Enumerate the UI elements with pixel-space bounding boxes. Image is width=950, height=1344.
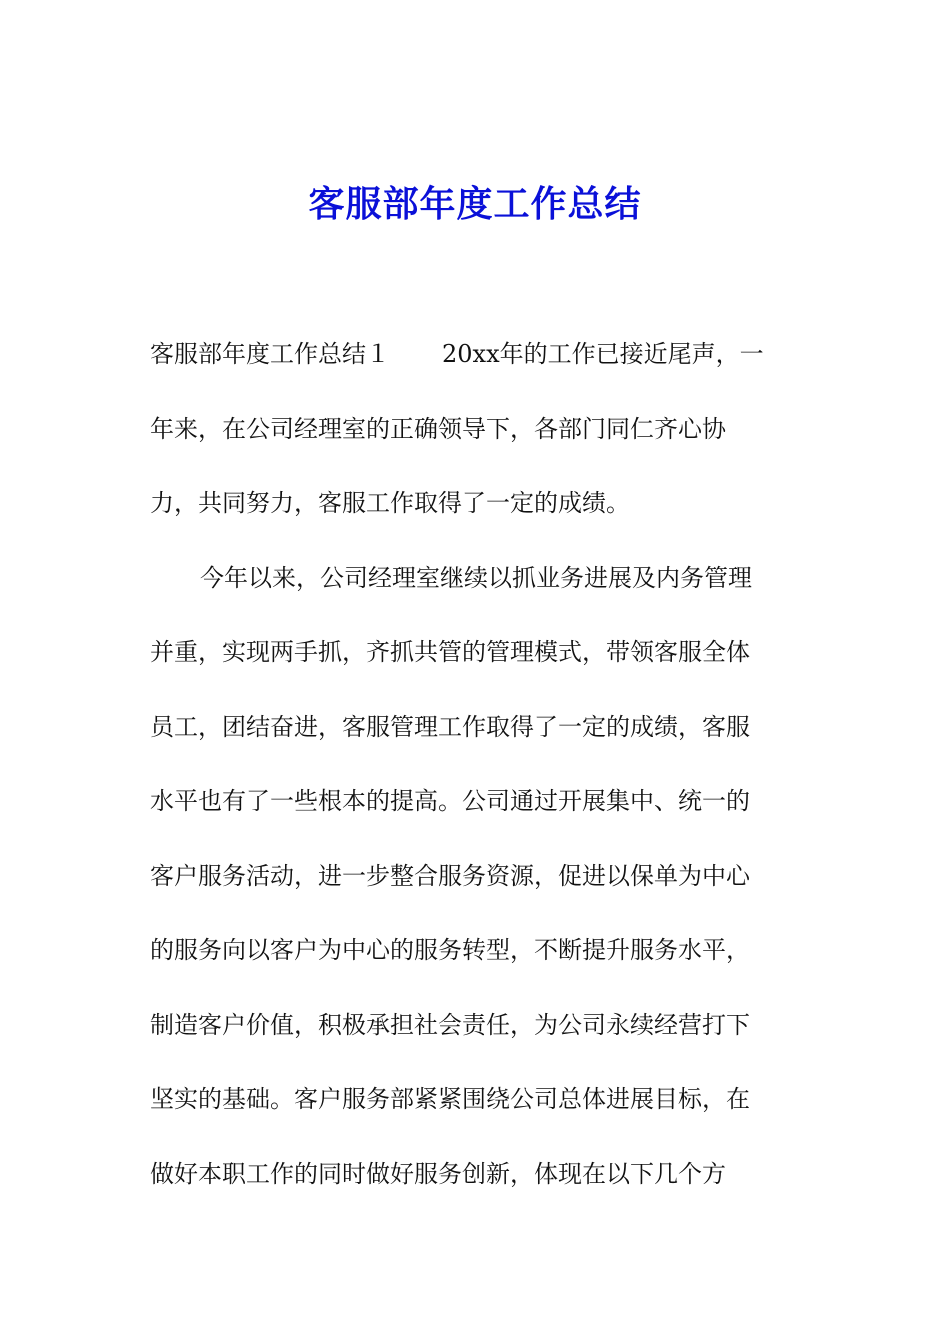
paragraph-line: 制造客户价值，积极承担社会责任，为公司永续经营打下 [150, 1010, 750, 1039]
paragraph-text: 20xx年的工作已接近尾声，一 [442, 340, 764, 368]
paragraph-line: 员工，团结奋进，客服管理工作取得了一定的成绩，客服 [150, 712, 750, 741]
paragraph-line [150, 330, 800, 405]
document-title: 客服部年度工作总结 [308, 183, 642, 225]
paragraph-line: 水平也有了一些根本的提高。公司通过开展集中、统一的 [150, 787, 750, 815]
paragraph-line: 坚实的基础。客户服务部紧紧围绕公司总体进展目标，在 [150, 1085, 750, 1113]
paragraph-line: 做好本职工作的同时做好服务创新，体现在以下几个方 [150, 1159, 726, 1188]
document-body [150, 330, 800, 1224]
paragraph-line: 客户服务活动，进一步整合服务资源，促进以保单为中心 [150, 861, 750, 890]
paragraph-line: 力，共同努力，客服工作取得了一定的成绩。 [150, 489, 630, 517]
paragraph-line: 今年以来，公司经理室继续以抓业务进展及内务管理 [200, 563, 752, 592]
paragraph-line: 并重，实现两手抓，齐抓共管的管理模式，带领客服全体 [150, 638, 750, 666]
section-heading: 客服部年度工作总结１ [150, 340, 390, 368]
paragraph-line: 年来，在公司经理室的正确领导下，各部门同仁齐心协 [150, 414, 726, 443]
paragraph-line: 的服务向以客户为中心的服务转型，不断提升服务水平， [150, 936, 750, 964]
